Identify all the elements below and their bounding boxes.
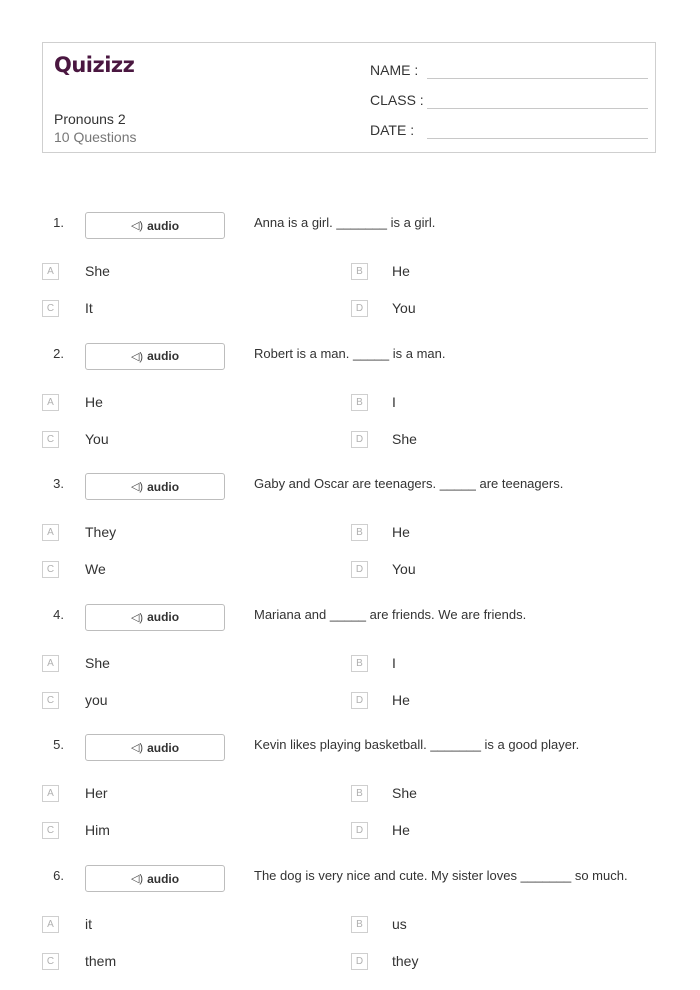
option-text[interactable]: They: [85, 524, 117, 541]
audio-label: audio: [147, 218, 180, 233]
option-text[interactable]: He: [85, 393, 103, 410]
option-text[interactable]: I: [392, 393, 396, 410]
option-text[interactable]: He: [392, 263, 410, 279]
question-text: Robert is a man. _____ is a man.: [254, 345, 446, 361]
option-text[interactable]: She: [85, 263, 110, 279]
option-letter-b: B: [351, 785, 368, 802]
option-letter-a: A: [42, 655, 59, 672]
option-letter-b: B: [351, 394, 368, 411]
audio-button[interactable]: [85, 473, 225, 500]
option-text[interactable]: I: [392, 654, 396, 671]
date-label: DATE :: [370, 122, 415, 138]
question-number: 6.: [53, 868, 64, 883]
question-number: 5.: [53, 737, 64, 753]
option-letter-c: C: [42, 300, 59, 317]
option-letter-d: D: [351, 953, 368, 970]
option-text[interactable]: He: [392, 822, 410, 839]
option-text[interactable]: it: [85, 916, 92, 932]
option-letter-b: B: [351, 916, 368, 933]
name-line: [427, 78, 648, 79]
question-text: Kevin likes playing basketball. _______ is a good player.: [254, 737, 580, 753]
question-number: 3.: [53, 476, 64, 492]
question-text: The dog is very nice and cute. My sister loves _______ so much.: [254, 868, 628, 883]
worksheet-header: [42, 42, 656, 153]
speaker-icon: ◁): [130, 873, 144, 885]
option-letter-b: B: [351, 263, 368, 280]
audio-button[interactable]: [85, 212, 225, 239]
option-text[interactable]: You: [392, 561, 416, 578]
option-text[interactable]: It: [85, 300, 93, 316]
audio-button[interactable]: [85, 604, 225, 631]
class-line: [427, 108, 648, 109]
option-text[interactable]: they: [392, 953, 419, 969]
option-text[interactable]: He: [392, 524, 410, 541]
option-letter-c: C: [42, 692, 59, 709]
audio-label: audio: [147, 479, 180, 494]
name-label: NAME :: [370, 62, 419, 78]
option-text[interactable]: She: [392, 785, 417, 802]
option-letter-d: D: [351, 822, 368, 839]
question-text: Mariana and _____ are friends. We are friends.: [254, 606, 527, 622]
option-text[interactable]: You: [85, 430, 109, 447]
audio-label: audio: [147, 349, 180, 364]
option-text[interactable]: them: [85, 953, 117, 969]
option-text[interactable]: Him: [85, 822, 110, 839]
audio-label: audio: [147, 610, 180, 625]
option-text[interactable]: She: [392, 430, 417, 447]
question-text: Gaby and Oscar are teenagers. _____ are teenagers.: [254, 476, 564, 492]
option-text[interactable]: We: [85, 561, 106, 578]
question-count: 10 Questions: [54, 129, 137, 145]
speaker-icon: ◁): [130, 350, 144, 363]
audio-button[interactable]: [85, 734, 225, 761]
option-text[interactable]: He: [392, 691, 410, 708]
option-letter-a: A: [42, 524, 59, 541]
audio-button[interactable]: [85, 343, 225, 370]
option-text[interactable]: Her: [85, 785, 108, 802]
option-text[interactable]: us: [392, 916, 407, 932]
option-letter-d: D: [351, 300, 368, 317]
option-letter-c: C: [42, 953, 59, 970]
option-letter-c: C: [42, 561, 59, 578]
option-letter-b: B: [351, 524, 368, 541]
question-number: 2.: [53, 345, 64, 361]
option-letter-d: D: [351, 692, 368, 709]
question-text: Anna is a girl. _______ is a girl.: [254, 215, 436, 230]
option-letter-d: D: [351, 561, 368, 578]
worksheet-title: Pronouns 2: [54, 111, 126, 127]
question-number: 4.: [53, 606, 64, 622]
option-letter-c: C: [42, 431, 59, 448]
speaker-icon: ◁): [130, 742, 144, 755]
option-letter-d: D: [351, 431, 368, 448]
option-text[interactable]: You: [392, 300, 416, 316]
question-number: 1.: [53, 215, 64, 230]
date-line: [427, 138, 648, 139]
option-text[interactable]: you: [85, 691, 108, 708]
option-letter-a: A: [42, 785, 59, 802]
audio-label: audio: [147, 871, 180, 886]
option-letter-a: A: [42, 263, 59, 280]
option-letter-b: B: [351, 655, 368, 672]
option-letter-c: C: [42, 822, 59, 839]
date-field[interactable]: [370, 119, 648, 141]
option-letter-a: A: [42, 916, 59, 933]
class-label: CLASS :: [370, 92, 424, 108]
audio-label: audio: [147, 740, 180, 755]
audio-button[interactable]: [85, 865, 225, 892]
quizizz-logo: Quizizz: [54, 53, 135, 77]
class-field[interactable]: [370, 89, 648, 111]
speaker-icon: ◁): [130, 481, 144, 494]
option-letter-a: A: [42, 394, 59, 411]
name-field[interactable]: [370, 59, 648, 81]
speaker-icon: ◁): [130, 220, 144, 232]
speaker-icon: ◁): [130, 611, 144, 624]
option-text[interactable]: She: [85, 654, 110, 671]
